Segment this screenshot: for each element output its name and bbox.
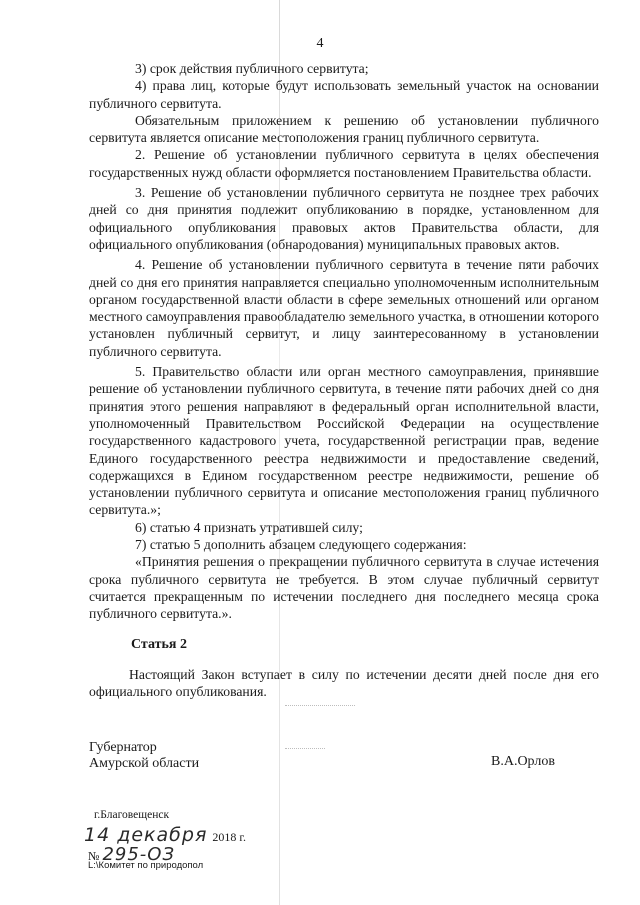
number-sign: № (88, 849, 100, 863)
final-paragraph: Настоящий Закон вступает в силу по истечении десяти дней после дня его официального опубликования. (89, 667, 599, 700)
paragraph: 3. Решение об установлении публичного сервитута не позднее трех рабочих дней со дня принятия подлежит опубликованию в порядке, установленном для официального опубликования правовых актов Правительства области, для официального опубликования (обнародования) муниципальных правовых актов. (89, 185, 599, 252)
file-path-footer: L:\Комитет по природопол (88, 860, 204, 871)
scan-artifact (285, 748, 325, 749)
year: 2018 г. (212, 830, 246, 844)
paragraph: Обязательным приложением к решению об установлении публичного сервитута является описание местоположения границ публичного сервитута. (89, 112, 599, 146)
document-body (89, 60, 599, 623)
signatory-region: Амурской области (89, 756, 200, 771)
signatory-name: В.А.Орлов (491, 754, 555, 769)
page-number: 4 (316, 36, 324, 51)
paragraph: 2. Решение об установлении публичного сервитута в целях обеспечения государственных нужд области оформляется постановлением Правительства области. (89, 147, 599, 180)
signature-block (89, 740, 199, 772)
place: г.Благовещенск (94, 809, 170, 821)
paragraph: 7) статью 5 дополнить абзацем следующего содержания: (135, 537, 467, 553)
handwritten-number: 295-ОЗ (102, 844, 176, 865)
paragraph: 4. Решение об установлении публичного сервитута в течение пяти рабочих дней со дня его принятия направляется специально уполномоченным исполнительным органом государственной власти области в сфере земельных отношений или органом местного самоуправления правообладателю земельного участка, в отношении которого установлен публичный сервитут, и лицу заинтересованному в установлении публичного сервитута. (89, 257, 599, 359)
signatory-position: Губернатор (89, 740, 157, 755)
article-heading: Статья 2 (131, 637, 187, 652)
scan-artifact (285, 705, 355, 706)
paragraph: 3) срок действия публичного сервитута; (135, 61, 369, 76)
paragraph: «Принятия решения о прекращении публичного сервитута в случае истечения срока публичного сервитута не требуется. В этом случае публичный сервитут считается прекращенным по истечении последнего дня последнего месяца срока публичного сервитута.». (89, 554, 599, 622)
date-line (84, 824, 246, 846)
paragraph: 5. Правительство области или орган местного самоуправления, принявшие решение об установлении публичного сервитута, в течение пяти рабочих дней со дня принятия этого решения направляют в федеральный орган исполнительной власти, уполномоченный Правительством Российской Федерации на осуществление государственного кадастрового учета, государственной регистрации прав, ведение Единого государственного реестра недвижимости и предоставление сведений, содержащихся в Едином государственном реестре недвижимости, решение об установлении публичного сервитута и описание местоположения границ публичного сервитута.»; (89, 364, 599, 518)
paragraph: 4) права лиц, которые будут использовать земельный участок на основании публичного сервитута. (89, 78, 599, 111)
handwritten-date: 14 декабря (84, 824, 208, 846)
paragraph: 6) статью 4 признать утратившей силу; (135, 519, 363, 535)
